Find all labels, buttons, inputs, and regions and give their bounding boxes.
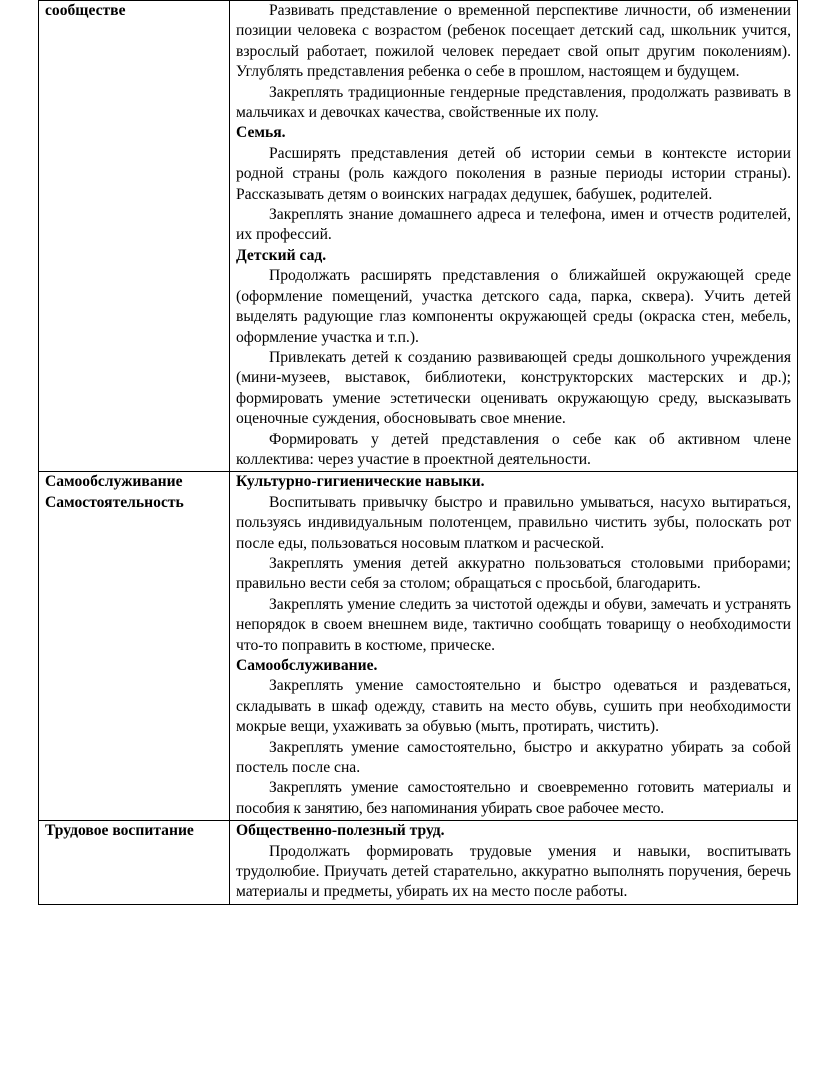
subsection-heading: Семья. — [236, 124, 286, 142]
paragraph: Закреплять умение самостоятельно, быстро и аккуратно убирать за собой постель после сна. — [236, 738, 791, 777]
section-label-cell — [39, 1, 230, 472]
subsection-heading: Культурно-гигиенические навыки. — [236, 473, 485, 491]
paragraph: Закреплять умение самостоятельно и своевременно готовить материалы и пособия к занятию, без напоминания убирать свое рабочее место. — [236, 779, 791, 817]
paragraph: Расширять представления детей об истории семьи в контексте истории родной страны (роль каждого поколения в разные периоды истории страны). Рассказывать детям о воинских наградах дедушек, бабушек, родителей. — [236, 144, 791, 203]
section-label-cell — [39, 472, 230, 821]
paragraph: Закреплять традиционные гендерные представления, продолжать развивать в мальчиках и девочках качества, свойственные их полу. — [236, 83, 791, 122]
paragraph: Воспитывать привычку быстро и правильно умываться, насухо вытираться, пользуясь индивидуальным полотенцем, правильно чистить зубы, полоскать рот после еды, пользоваться носовым платком и расческой. — [236, 493, 791, 552]
paragraph: Закреплять умение самостоятельно и быстро одеваться и раздеваться, складывать в шкаф одежду, ставить на место обувь, сушить при необходимости мокрые вещи, ухаживать за обувью (мыть, протирать, чистить). — [236, 677, 791, 736]
paragraph: Развивать представление о временной перспективе личности, об изменении позиции человека с возрастом (ребенок посещает детский сад, школьник учится, взрослый работает, пожилой человек передает свой опыт другим поколениям). Углублять представления ребенка о себе в прошлом, настоящем и будущем. — [236, 2, 791, 81]
section-label-cell — [39, 821, 230, 905]
table-row — [39, 821, 798, 905]
section-label: Самообслуживание — [45, 473, 183, 491]
section-label: Трудовое воспитание — [45, 822, 194, 840]
section-label: Самостоятельность — [45, 493, 184, 511]
content-cell — [230, 1, 798, 472]
table-row — [39, 1, 798, 472]
content-cell — [230, 821, 798, 905]
paragraph: Закреплять знание домашнего адреса и телефона, имен и отчеств родителей, их профессий. — [236, 206, 791, 244]
program-table — [38, 0, 798, 905]
section-label: сообществе — [45, 2, 126, 19]
paragraph: Формировать у детей представления о себе как об активном члене коллектива: через участие в проектной деятельности. — [236, 430, 791, 468]
paragraph: Закреплять умение следить за чистотой одежды и обуви, замечать и устранять непорядок в своем внешнем виде, тактично сообщать товарищу о необходимости что-то поправить в костюме, прическе. — [236, 595, 791, 654]
subsection-heading: Детский сад. — [236, 246, 327, 264]
paragraph: Привлекать детей к созданию развивающей среды дошкольного учреждения (мини-музеев, выставок, библиотеки, конструкторских мастерских и др.); формировать умение эстетически оценивать окружающую среду, высказывать оценочные суждения, обосновывать свое мнение. — [236, 348, 791, 428]
paragraph: Продолжать расширять представления о ближайшей окружающей среде (оформление помещений, участка детского сада, парка, сквера). Учить детей выделять радующие глаз компоненты окружающей среды (окраска стен, мебель, оформление участка и т.п.). — [236, 267, 791, 346]
paragraph: Продолжать формировать трудовые умения и навыки, воспитывать трудолюбие. Приучать детей старательно, аккуратно выполнять поручения, беречь материалы и предметы, убирать их на место после работы. — [236, 842, 791, 901]
content-cell — [230, 472, 798, 821]
paragraph: Закреплять умения детей аккуратно пользоваться столовыми приборами; правильно вести себя за столом; обращаться с просьбой, благодарить. — [236, 554, 791, 593]
table-row — [39, 472, 798, 821]
subsection-heading: Общественно-полезный труд. — [236, 822, 445, 840]
subsection-heading: Самообслуживание. — [236, 657, 378, 674]
